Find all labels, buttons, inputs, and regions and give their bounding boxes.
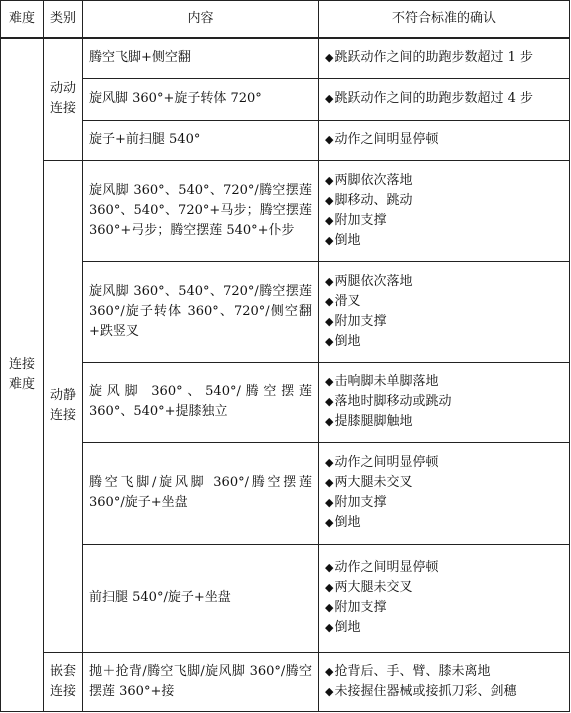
criteria-item: ◆ 跳跃动作之间的助跑步数超过 4 步 — [325, 89, 563, 109]
criteria-item: ◆ 落地时脚移动或跳动 — [325, 392, 563, 412]
header-content: 内容 — [83, 1, 319, 39]
criteria-item: ◆ 附加支撑 — [325, 493, 563, 513]
content-cell: 腾空飞脚+侧空翻 — [83, 38, 319, 78]
category-cell: 嵌套连接 — [44, 652, 83, 711]
criteria-item: ◆ 两腿依次落地 — [325, 272, 563, 292]
criteria-cell — [319, 652, 570, 711]
criteria-cell — [319, 120, 570, 160]
criteria-cell — [319, 261, 570, 362]
header-row — [1, 1, 570, 39]
content-cell: 旋风脚 360°、540°、720°/腾空摆莲 360°/旋子转体 360°、720°/侧空翻+跌竖叉 — [83, 261, 319, 362]
header-category: 类别 — [44, 1, 83, 39]
criteria-item: ◆ 倒地 — [325, 513, 563, 533]
table-row — [1, 160, 570, 261]
table-row — [1, 442, 570, 544]
criteria-item: ◆ 提膝腿脚触地 — [325, 412, 563, 432]
criteria-item: ◆ 脚移动、跳动 — [325, 191, 563, 211]
criteria-cell — [319, 160, 570, 261]
criteria-item: ◆ 两脚依次落地 — [325, 171, 563, 191]
criteria-cell — [319, 362, 570, 442]
criteria-item: ◆ 动作之间明显停顿 — [325, 558, 563, 578]
criteria-item: ◆ 未接握住器械或接抓刀彩、剑穗 — [325, 682, 563, 702]
table-row — [1, 652, 570, 711]
criteria-cell — [319, 544, 570, 652]
content-cell: 前扫腿 540°/旋子+坐盘 — [83, 544, 319, 652]
criteria-item: ◆ 跳跃动作之间的助跑步数超过 1 步 — [325, 48, 563, 68]
content-cell: 腾空飞脚/旋风脚 360°/腾空摆莲 360°/旋子+坐盘 — [83, 442, 319, 544]
criteria-item: ◆ 倒地 — [325, 618, 563, 638]
table-row — [1, 120, 570, 160]
criteria-item: ◆ 倒地 — [325, 231, 563, 251]
content-cell: 抛＋抢背/腾空飞脚/旋风脚 360°/腾空摆莲 360°+接 — [83, 652, 319, 711]
category-cell: 动动连接 — [44, 38, 83, 160]
criteria-item: ◆ 动作之间明显停顿 — [325, 130, 563, 150]
header-nonconformity: 不符合标准的确认 — [319, 1, 570, 39]
criteria-cell — [319, 442, 570, 544]
content-cell: 旋风脚 360°+旋子转体 720° — [83, 78, 319, 120]
difficulty-cell: 连接难度 — [1, 38, 44, 711]
header-difficulty: 难度 — [1, 1, 44, 39]
criteria-item: ◆ 动作之间明显停顿 — [325, 453, 563, 473]
table-row — [1, 544, 570, 652]
table-row — [1, 362, 570, 442]
criteria-item: ◆ 附加支撑 — [325, 211, 563, 231]
criteria-item: ◆ 附加支撑 — [325, 312, 563, 332]
table-row — [1, 78, 570, 120]
content-cell: 旋风脚 360°、540°、720°/腾空摆莲 360°、540°、720°+马步；腾空摆莲 360°+弓步；腾空摆莲 540°+仆步 — [83, 160, 319, 261]
criteria-item: ◆ 击响脚未单脚落地 — [325, 372, 563, 392]
table-row — [1, 38, 570, 78]
criteria-item: ◆ 附加支撑 — [325, 598, 563, 618]
table-row — [1, 261, 570, 362]
content-cell: 旋风脚 360°、540°/腾空摆莲 360°、540°+提膝独立 — [83, 362, 319, 442]
criteria-cell — [319, 78, 570, 120]
criteria-item: ◆ 两大腿未交叉 — [325, 578, 563, 598]
content-cell: 旋子+前扫腿 540° — [83, 120, 319, 160]
criteria-item: ◆ 抢背后、手、臂、膝未离地 — [325, 662, 563, 682]
criteria-item: ◆ 两大腿未交叉 — [325, 473, 563, 493]
criteria-item: ◆ 倒地 — [325, 332, 563, 352]
criteria-item: ◆ 滑叉 — [325, 292, 563, 312]
category-cell: 动静连接 — [44, 160, 83, 652]
criteria-cell — [319, 38, 570, 78]
